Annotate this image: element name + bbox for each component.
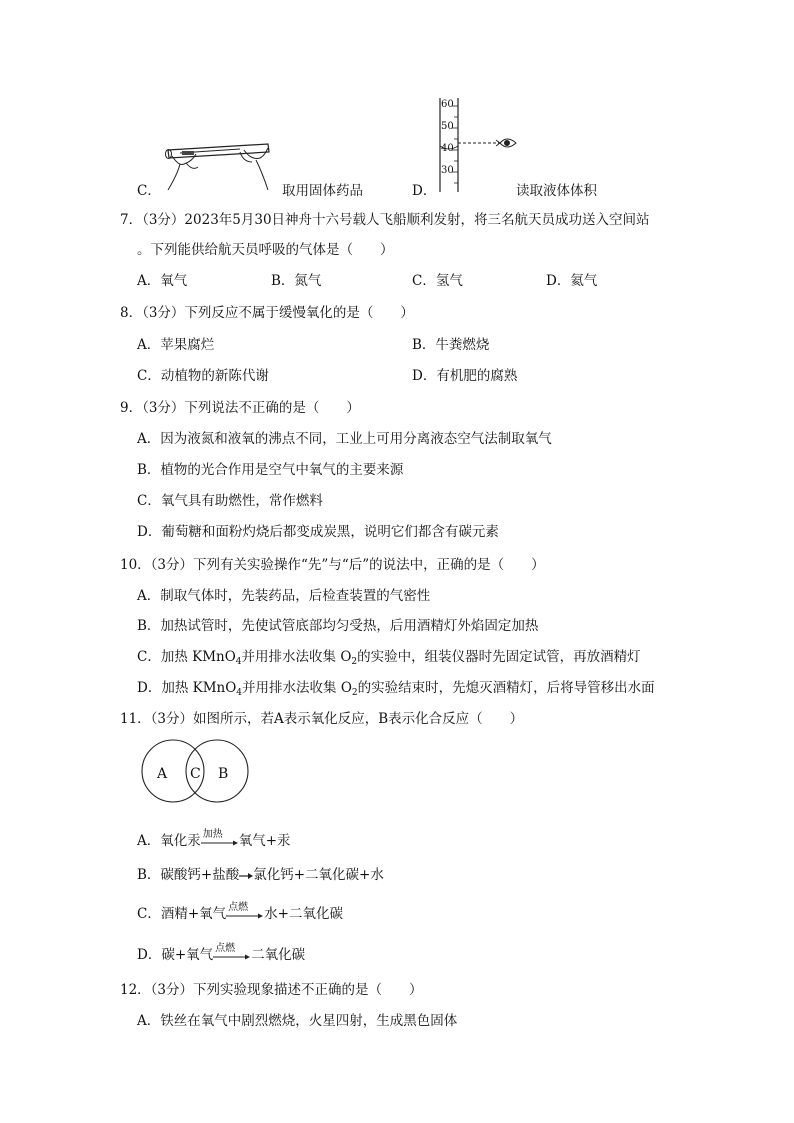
q9-option-d: D．葡萄糖和面粉灼烧后都变成炭黑，说明它们都含有碳元素 — [137, 524, 499, 540]
reaction-condition: 点燃 — [215, 942, 236, 954]
q9-option-c: C．氧气具有助燃性，常作燃料 — [137, 493, 323, 509]
q10-option-c — [137, 645, 641, 667]
cylinder-tick-40: 40 — [441, 143, 454, 154]
q11-option-d-reactants: D．碳+氧气 — [137, 947, 214, 963]
venn-label-c: C — [190, 766, 201, 782]
reaction-arrow — [213, 942, 251, 963]
q11-option-d-products: 二氧化碳 — [251, 947, 306, 963]
q10-option-c-text-post: 的实验中，组装仪器时先固定试管，再放酒精灯 — [357, 649, 641, 665]
q8-option-b: B．牛粪燃烧 — [412, 337, 490, 353]
q6-option-d-caption: 读取液体体积 — [516, 183, 597, 199]
q10-option-c-text-pre: C．加热 KMnO — [137, 649, 236, 665]
cylinder-tick-50: 50 — [441, 121, 454, 132]
q12-option-a: A．铁丝在氧气中剧烈燃烧，火星四射，生成黑色固体 — [137, 1013, 458, 1029]
q10-option-d-sub1: 4 — [236, 688, 243, 698]
q10-option-b: B．加热试管时，先使试管底部均匀受热，后用酒精灯外焰固定加热 — [137, 618, 539, 634]
q10-option-d-text-pre: D．加热 KMnO — [137, 680, 237, 696]
reaction-arrow — [226, 901, 264, 922]
reaction-condition: 加热 — [202, 828, 223, 840]
q11-option-a-reactants: A．氧化汞 — [137, 833, 201, 849]
q12-stem: 12．（3分）下列实验现象描述不正确的是（ ） — [120, 982, 423, 998]
cylinder-tick-30: 30 — [441, 165, 454, 176]
reaction-arrow-icon — [239, 871, 253, 881]
test-tube-hands-illustration — [160, 134, 280, 192]
venn-label-b: B — [218, 766, 229, 782]
q10-option-d — [137, 676, 655, 698]
q10-option-d-text-post: 的实验结束时，先熄灭酒精灯，后将导管移出水面 — [357, 680, 655, 696]
reaction-arrow — [201, 828, 239, 849]
q9-stem: 9．（3分）下列说法不正确的是（ ） — [120, 400, 360, 416]
q10-option-c-text-mid: 并用排水法收集 O — [241, 649, 352, 665]
q9-option-a: A．因为液氮和液氧的沸点不同，工业上可用分离液态空气法制取氧气 — [137, 431, 552, 447]
q6-option-d-letter: D． — [412, 183, 437, 199]
q11-option-b — [137, 863, 384, 883]
q7-stem-line2: 。下列能供给航天员呼吸的气体是（ ） — [137, 242, 394, 258]
q11-option-d — [137, 943, 305, 963]
q7-option-a: A．氧气 — [137, 273, 188, 289]
q11-stem: 11．（3分）如图所示，若A表示氧化反应，B表示化合反应（ ） — [120, 711, 524, 727]
q11-option-b-products: 氯化钙+二氧化碳+水 — [253, 867, 384, 883]
q8-stem: 8．（3分）下列反应不属于缓慢氧化的是（ ） — [120, 305, 414, 321]
reaction-condition: 点燃 — [228, 901, 249, 913]
q10-stem: 10．（3分）下列有关实验操作“先”与“后”的说法中，正确的是（ ） — [120, 557, 545, 573]
q11-option-b-reactants: B．碳酸钙+盐酸 — [137, 867, 240, 883]
q11-option-c — [137, 902, 343, 922]
q9-option-b: B．植物的光合作用是空气中氧气的主要来源 — [137, 462, 404, 478]
q6-option-c-caption: 取用固体药品 — [282, 183, 363, 199]
q11-option-c-products: 水+二氧化碳 — [264, 906, 343, 922]
q6-option-c-letter: C． — [137, 183, 161, 199]
q7-stem-line1: 7．（3分）2023年5月30日神舟十六号载人飞船顺利发射，将三名航天员成功送入空间站 — [120, 212, 650, 228]
q11-option-a-products: 氧气+汞 — [238, 833, 291, 849]
q10-option-a: A．制取气体时，先装药品，后检查装置的气密性 — [137, 588, 431, 604]
q10-option-c-sub1: 4 — [235, 657, 242, 667]
q8-option-c: C．动植物的新陈代谢 — [137, 368, 269, 384]
q8-option-a: A．苹果腐烂 — [137, 337, 215, 353]
q7-option-b: B．氮气 — [271, 273, 322, 289]
q7-option-d: D．氦气 — [546, 273, 598, 289]
q10-option-c-sub2: 2 — [351, 657, 358, 667]
cylinder-tick-60: 60 — [441, 99, 454, 110]
q7-option-c: C．氢气 — [412, 273, 463, 289]
q11-option-a — [137, 829, 291, 849]
q11-option-c-reactants: C．酒精+氧气 — [137, 906, 227, 922]
venn-label-a: A — [157, 766, 168, 782]
q10-option-d-text-mid: 并用排水法收集 O — [242, 680, 352, 696]
q10-option-d-sub2: 2 — [351, 688, 358, 698]
q8-option-d: D．有机肥的腐熟 — [412, 368, 518, 384]
